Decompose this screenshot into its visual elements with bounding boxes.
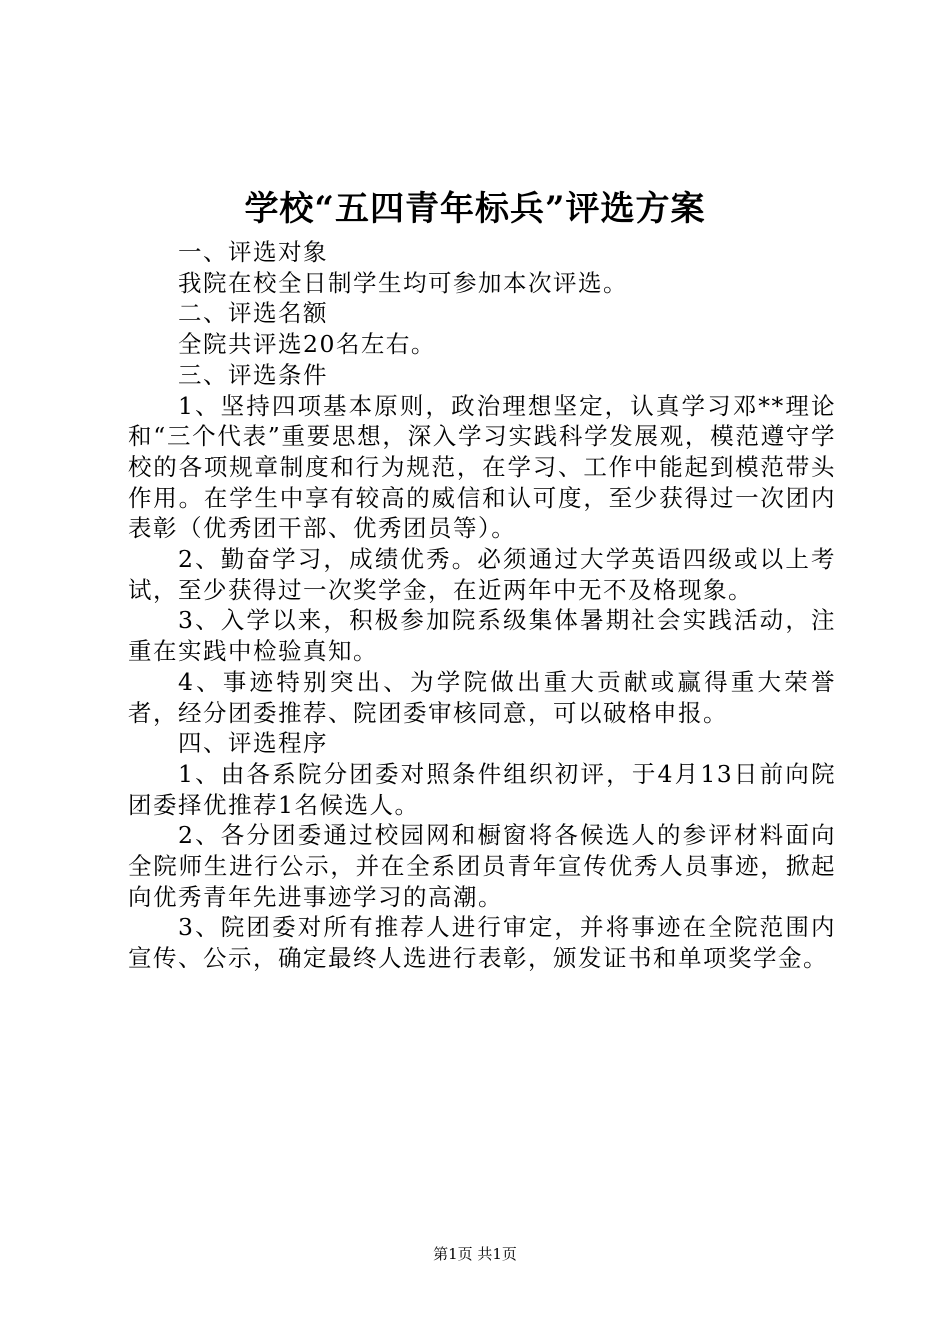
document-body <box>128 237 836 974</box>
section-heading: 一、评选对象 <box>178 238 328 266</box>
body-paragraph: 4、事迹特别突出、为学院做出重大贡献或赢得重大荣誉者，经分团委推荐、院团委审核同意，可以破格申报。 <box>128 667 836 727</box>
body-paragraph: 1、坚持四项基本原则，政治理想坚定，认真学习邓**理论和“三个代表”重要思想，深入学习实践科学发展观，模范遵守学校的各项规章制度和行为规范，在学习、工作中能起到模范带头作用。在学生中享有较高的威信和认可度，至少获得过一次团内表彰（优秀团干部、优秀团员等）。 <box>128 391 836 543</box>
document-title: 学校“五四青年标兵”评选方案 <box>244 189 706 229</box>
section-heading: 四、评选程序 <box>178 729 328 758</box>
body-paragraph: 3、院团委对所有推荐人进行审定，并将事迹在全院范围内宣传、公示，确定最终人选进行表彰，颁发证书和单项奖学金。 <box>128 913 836 973</box>
body-paragraph: 2、勤奋学习，成绩优秀。必须通过大学英语四级或以上考试，至少获得过一次奖学金，在近两年中无不及格现象。 <box>128 545 836 604</box>
body-paragraph: 全院共评选20名左右。 <box>178 330 436 359</box>
section-heading: 二、评选名额 <box>178 299 328 328</box>
body-paragraph: 3、入学以来，积极参加院系级集体暑期社会实践活动，注重在实践中检验真知。 <box>128 606 836 666</box>
page-footer: 第1页 共1页 <box>433 1245 517 1263</box>
body-paragraph: 1、由各系院分团委对照条件组织初评，于4月13日前向院团委择优推荐1名候选人。 <box>128 759 836 819</box>
body-paragraph: 我院在校全日制学生均可参加本次评选。 <box>178 268 628 297</box>
section-heading: 三、评选条件 <box>178 360 328 389</box>
body-paragraph: 2、各分团委通过校园网和橱窗将各候选人的参评材料面向全院师生进行公示，并在全系团员青年宣传优秀人员事迹，掀起向优秀青年先进事迹学习的高潮。 <box>128 821 836 911</box>
